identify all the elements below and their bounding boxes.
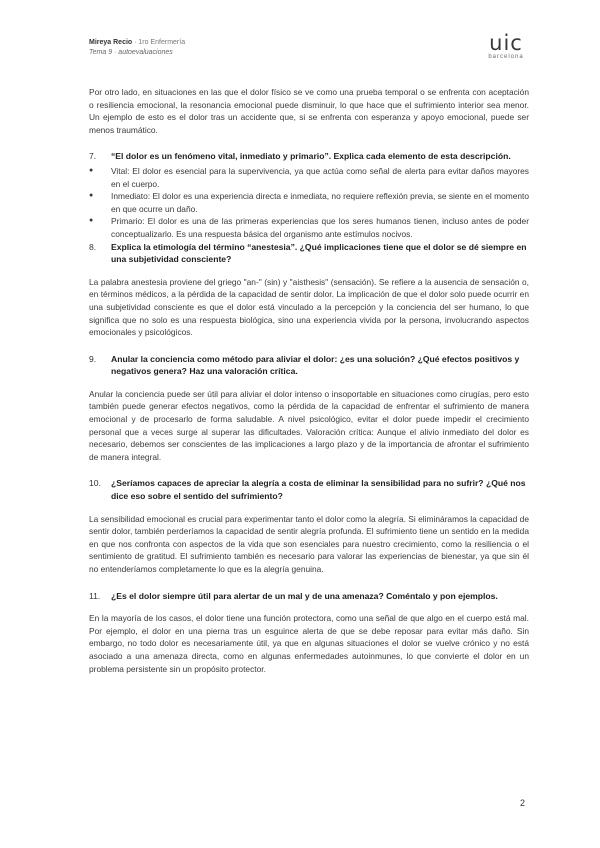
bullet-icon: ● bbox=[89, 192, 94, 200]
list-item-text: Vital: El dolor es esencial para la supervivencia, ya que actúa como señal de alerta para evitar daños mayores en el cuerpo. bbox=[111, 165, 529, 189]
question-number: 11. bbox=[89, 590, 101, 601]
question-text: Explica la etimología del término “anestesia”. ¿Qué implicaciones tiene que el dolor se dé siempre en una subjetividad consciente? bbox=[111, 241, 527, 265]
intro-paragraph: Por otro lado, en situaciones en las que el dolor físico se ve como una prueba temporal o se enfrenta con aceptación o resiliencia emocional, la resonancia emocional puede disminuir, lo que hace que el sufrimiento interior sea menor. Un ejemplo de esto es el dolor tras un accidente que, si se enfrenta con esperanza y apoyo emocional, puede ser menos traumático. bbox=[89, 87, 529, 135]
answer-8: La palabra anestesia proviene del griego "an-" (sin) y "aisthesis" (sensación). Se refiere a la ausencia de sensación o, en términos médicos, a la pérdida de la capacidad de sentir dolor. La implicación de que el dolor solo puede ocurrir en una subjetividad consciente es que el dolor está vinculado a la percepción y la conciencia del ser humano, lo que significa que no solo es una respuesta biológica, sino una experiencia vivida por la persona, involucrando aspectos emocionales y psicológicos. bbox=[89, 276, 529, 338]
answer-11: En la mayoría de los casos, el dolor tiene una función protectora, como una señal de que algo en el cuerpo está mal. Por ejemplo, el dolor en una pierna tras un esguince alerta de que se debe reposar para evitar más daño. Sin embargo, no todo dolor es necesariamente útil, ya que en algunas situaciones el dolor se vuelve crónico y no está asociado a una amenaza directa, como en algunas enfermedades autoinmunes, lo que convierte el dolor en un problema persistente sin un propósito protector. bbox=[89, 613, 529, 674]
question-number: 7. bbox=[89, 151, 97, 162]
list-item bbox=[89, 190, 529, 215]
list-item-text: Primario: El dolor es una de las primeras experiencias que los seres humanos tienen, incluso antes de poder conceptualizarlo. Es una respuesta básica del organismo ante estímulos nocivos. bbox=[111, 216, 529, 239]
logo-subtitle: barcelona bbox=[488, 54, 524, 60]
question-10 bbox=[89, 477, 529, 502]
list-item-text: Inmediato: El dolor es una experiencia directa e inmediata, no requiere reflexión previa, se siente en el momento en que ocurre un daño. bbox=[111, 191, 529, 214]
list-item bbox=[89, 165, 529, 190]
author-name: Mireya Recio bbox=[89, 39, 133, 46]
answer-10: La sensibilidad emocional es crucial para experimentar tanto el dolor como la alegría. Si elimináramos la capacidad de sentir dolor, también perderíamos la capacidad de sentir alegría profunda. El sufrimiento tiene un sentido en la medida en que nos confronta con aspectos de la vida que son esenciales para nuestro crecimiento, como la resiliencia o el sentimiento de gratitud. El sufrimiento también es necesario para valorar las experiencias de bienestar, ya que sin él no entenderíamos completamente lo que es la alegría genuina. bbox=[89, 513, 529, 574]
question-7 bbox=[89, 150, 529, 163]
question-9 bbox=[89, 353, 529, 378]
topic-line: Tema 9 · autoevaluaciones bbox=[89, 49, 173, 56]
question-text: ¿Seríamos capaces de apreciar la alegría a costa de eliminar la sensibilidad para no sufrir? ¿Qué nos dice eso sobre el sentido del sufrimiento? bbox=[111, 478, 526, 502]
question-number: 9. bbox=[89, 353, 97, 364]
question-11 bbox=[89, 590, 529, 603]
list-item bbox=[89, 215, 529, 240]
logo-mark: uic bbox=[489, 31, 523, 55]
question-number: 10. bbox=[89, 478, 101, 489]
question-text: “El dolor es un fenómeno vital, inmediato y primario”. Explica cada elemento de esta descripción. bbox=[111, 151, 511, 162]
bullet-icon: ● bbox=[89, 217, 94, 225]
question-8 bbox=[89, 241, 529, 266]
question-number: 8. bbox=[89, 241, 97, 252]
question-text: ¿Es el dolor siempre útil para alertar de un mal y de una amenaza? Coméntalo y pon ejemplos. bbox=[111, 590, 498, 601]
question-text: Anular la conciencia como método para aliviar el dolor: ¿es una solución? ¿Qué efectos positivos y negativos genera? Haz una valoración crítica. bbox=[111, 353, 520, 377]
page-header bbox=[89, 31, 529, 64]
bullet-icon: ● bbox=[89, 166, 94, 174]
answer-9: Anular la conciencia puede ser útil para aliviar el dolor intenso o insoportable en situaciones como cirugías, pero esto también puede generar efectos negativos, como la pérdida de la capacidad de enfrentar el sufrimiento de manera emocional y de procesarlo de forma saludable. A nivel psicológico, evitar el dolor puede impedir el crecimiento personal que a veces surge al superar las dificultades. Valoración crítica: Aunque el alivio inmediato del dolor es necesario, debemos ser conscientes de las implicaciones a largo plazo y de la importancia de afrontar el sufrimiento de manera integral. bbox=[89, 388, 529, 462]
course-name: · 1ro Enfermería bbox=[132, 39, 186, 46]
uic-logo bbox=[483, 32, 529, 64]
page-content bbox=[89, 86, 529, 687]
page-number: 2 bbox=[519, 798, 525, 808]
